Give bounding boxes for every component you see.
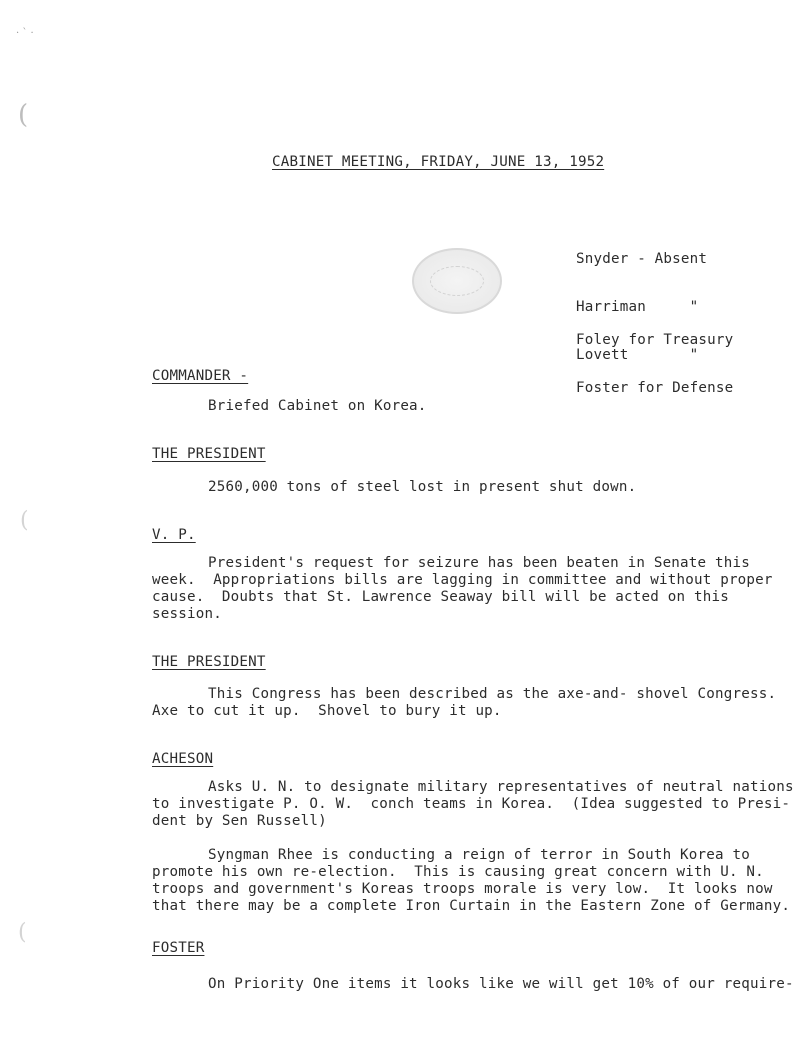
body-line: that there may be a complete Iron Curtain in the Eastern Zone of Germany. (152, 898, 791, 914)
body-line: This Congress has been described as the axe-and- shovel Congress. (208, 686, 777, 702)
corner-specks: · ˋ · (16, 28, 34, 39)
section-body (152, 686, 777, 720)
body-line: to investigate P. O. W. conch teams in Korea. (Idea suggested to Presi- (152, 796, 791, 812)
body-line: 2560,000 tons of steel lost in present shut down. (208, 479, 637, 495)
section-heading: THE PRESIDENT (152, 654, 266, 670)
body-line: Briefed Cabinet on Korea. (208, 398, 427, 414)
section-heading: V. P. (152, 527, 196, 543)
substitute-line: Foley for Treasury (576, 332, 734, 348)
section-body (152, 779, 794, 830)
section-heading: ACHESON (152, 751, 214, 767)
body-line: cause. Doubts that St. Lawrence Seaway bill will be acted on this (152, 589, 729, 605)
section-body (152, 479, 772, 496)
section-body (152, 555, 772, 623)
body-line: week. Appropriations bills are lagging in committee and without proper (152, 572, 773, 588)
section-heading: THE PRESIDENT (152, 446, 266, 462)
body-line: session. (152, 606, 222, 622)
body-line: President's request for seizure has been beaten in Senate this (208, 555, 750, 571)
archive-stamp (412, 248, 502, 314)
body-line: Syngman Rhee is conducting a reign of terror in South Korea to (208, 847, 750, 863)
attendance-line: Snyder - Absent (576, 251, 708, 267)
section-heading: FOSTER (152, 940, 205, 956)
section-heading: COMMANDER - (152, 368, 249, 384)
body-line: Asks U. N. to designate military representatives of neutral nations (208, 779, 794, 795)
attendance-line: Harriman " (576, 299, 699, 315)
section-body (152, 847, 791, 915)
body-line: On Priority One items it looks like we will get 10% of our require- (208, 976, 794, 992)
document-title: CABINET MEETING, FRIDAY, JUNE 13, 1952 (272, 154, 605, 170)
substitute-line: Foster for Defense (576, 380, 734, 396)
body-line: troops and government's Koreas troops morale is very low. It looks now (152, 881, 773, 897)
margin-mark: ( (18, 100, 29, 130)
section-body (152, 398, 772, 415)
body-line: dent by Sen Russell) (152, 813, 327, 829)
body-line: Axe to cut it up. Shovel to bury it up. (152, 703, 502, 719)
section-body (152, 976, 794, 993)
body-line: promote his own re-election. This is causing great concern with U. N. (152, 864, 764, 880)
attendance-line: Lovett " (576, 347, 699, 363)
margin-mark: ( (20, 508, 29, 533)
margin-mark: ( (18, 920, 27, 945)
